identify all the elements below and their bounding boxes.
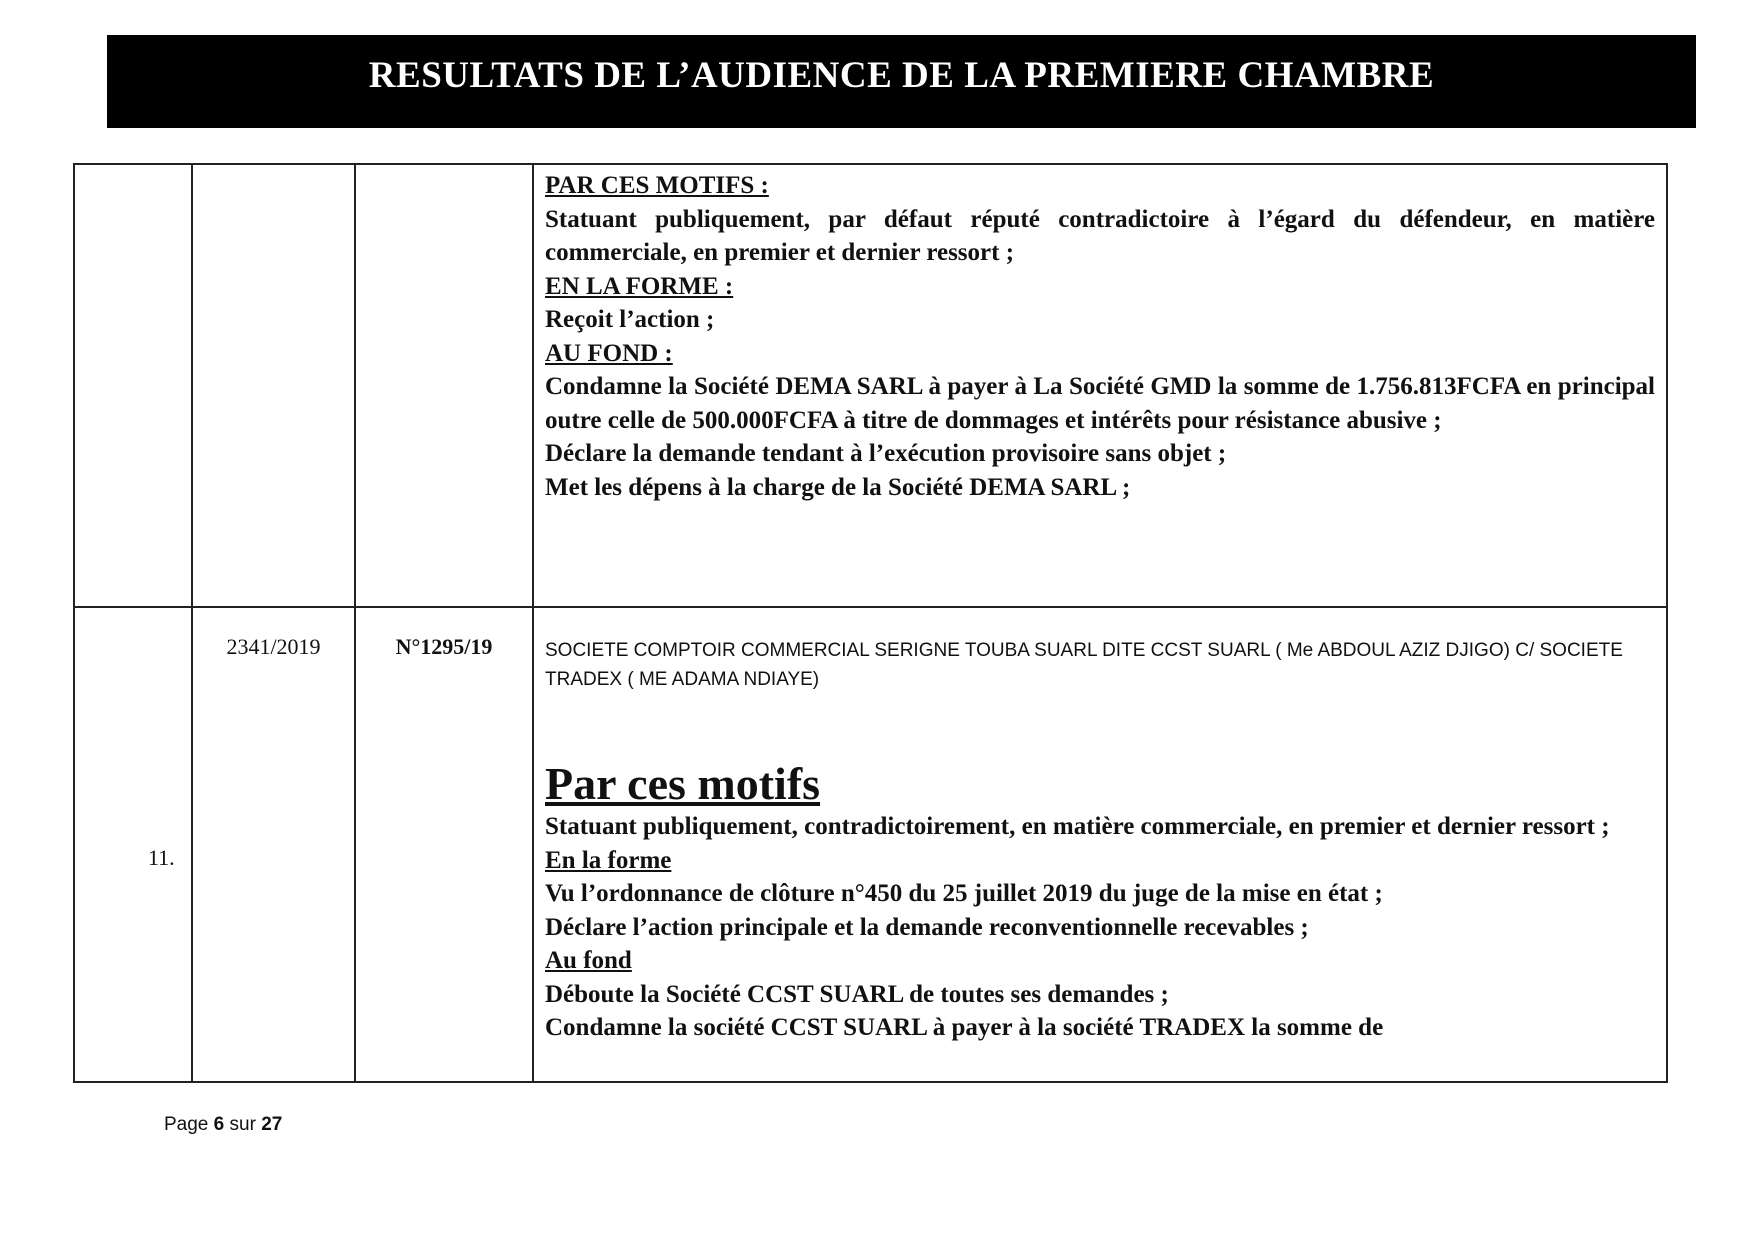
rg-number: 2341/2019: [226, 634, 321, 659]
statuant-text: Statuant publiquement, par défaut réputé contradictoire à l’égard du défendeur, en matière commerciale, en premier et dernier ressort ;: [545, 205, 1655, 266]
condamne-text: Condamne la société CCST SUARL à payer à la société TRADEX la somme de: [545, 1014, 1384, 1041]
heading-motifs: PAR CES MOTIFS :: [545, 172, 769, 199]
decision-cell: [533, 164, 1667, 607]
rg-cell: [192, 607, 355, 1082]
vu-text: Vu l’ordonnance de clôture n°450 du 25 juillet 2019 du juge de la mise en état ;: [545, 880, 1383, 907]
recoit-text: Reçoit l’action ;: [545, 306, 715, 333]
heading-fond: Au fond: [545, 947, 632, 974]
heading-forme: EN LA FORME :: [545, 272, 734, 300]
number-cell: [74, 164, 192, 607]
condamne-text: Condamne la Société DEMA SARL à payer à La Société GMD la somme de 1.756.813FCFA en principal outre celle de 500.000FCFA à titre de dommages et intérêts pour résistance abusive ;: [545, 373, 1655, 434]
number-cell: [74, 607, 192, 1082]
table-row: [74, 164, 1667, 607]
footer-middle: sur: [229, 1114, 256, 1135]
depens-text: Met les dépens à la charge de la Société DEMA SARL ;: [545, 473, 1131, 501]
heading-forme: En la forme: [545, 846, 672, 874]
table-row: [74, 607, 1667, 1082]
declare-text: Déclare l’action principale et la demande reconventionnelle recevables ;: [545, 913, 1309, 941]
case-number: 11.: [148, 845, 175, 870]
current-page: 6: [213, 1114, 225, 1135]
motifs-title: Par ces motifs: [545, 758, 821, 809]
declare-text: Déclare la demande tendant à l’exécution provisoire sans objet ;: [545, 440, 1227, 467]
page-header: [107, 35, 1696, 128]
parties-text: SOCIETE COMPTOIR COMMERCIAL SERIGNE TOUBA SUARL DITE CCST SUARL ( Me ABDOUL AZIZ DJIGO) C/ SOCIETE TRADEX ( ME ADAMA NDIAYE): [545, 640, 1623, 690]
statuant-text: Statuant publiquement, contradictoirement, en matière commerciale, en premier et dernier ressort ;: [545, 813, 1610, 840]
header-title: RESULTATS DE L’AUDIENCE DE LA PREMIERE CHAMBRE: [368, 55, 1435, 96]
results-table: [73, 163, 1668, 1083]
judgment-ref: N°1295/19: [395, 634, 493, 659]
page-footer: [164, 1114, 282, 1136]
deboute-text: Déboute la Société CCST SUARL de toutes ses demandes ;: [545, 980, 1169, 1008]
heading-fond: AU FOND :: [545, 339, 673, 367]
decision-cell: [533, 607, 1667, 1082]
ref-cell: [355, 164, 533, 607]
total-pages: 27: [261, 1114, 283, 1135]
rg-cell: [192, 164, 355, 607]
ref-cell: [355, 607, 533, 1082]
footer-prefix: Page: [164, 1114, 209, 1135]
